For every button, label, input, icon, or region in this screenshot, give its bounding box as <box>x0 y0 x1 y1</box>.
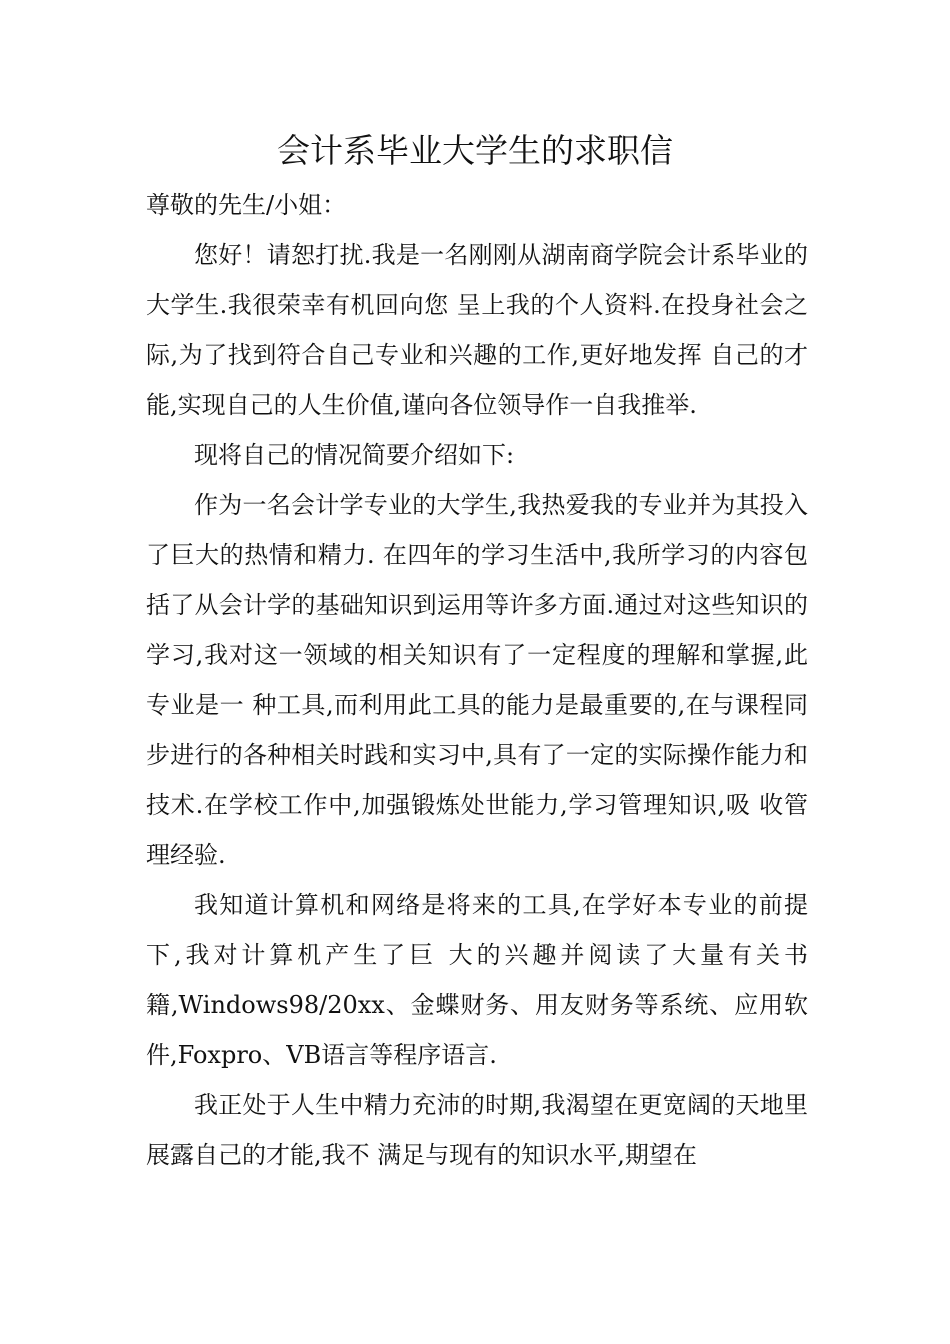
paragraph-greeting: 您好！请恕打扰.我是一名刚刚从湖南商学院会计系毕业的大学生.我很荣幸有机回向您 呈上我的个人资料.在投身社会之际,为了找到符合自己专业和兴趣的工作,更好地发挥 自己的才能,实现自己的人生价值,谨向各位领导作一自我推举. <box>146 241 808 419</box>
paragraph-intro: 现将自己的情况简要介绍如下: <box>194 441 515 469</box>
salutation: 尊敬的先生/小姐： <box>146 191 347 219</box>
paragraph-major: 作为一名会计学专业的大学生,我热爱我的专业并为其投入了巨大的热情和精力. 在四年的学习生活中,我所学习的内容包括了从会计学的基础知识到运用等许多方面.通过对这些知识的学习,我对这一领域的相关知识有了一定程度的理解和掌握,此专业是一 种工具,而利用此工具的能力是最重要的,在与课程同步进行的各种相关时践和实习中,具有了一定的实际操作能力和技术.在学校工作中,加强锻炼处世能力,学习管理知识,吸 收管理经验. <box>146 491 808 869</box>
paragraph-computer: 我知道计算机和网络是将来的工具,在学好本专业的前提下,我对计算机产生了巨 大的兴趣并阅读了大量有关书籍,Windows98/20xx、金蝶财务、用友财务等系统、应用软件,Foxpro、VB语言等程序语言. <box>146 891 808 1069</box>
document-title: 会计系毕业大学生的求职信 <box>277 131 673 170</box>
paragraph-aspiration: 我正处于人生中精力充沛的时期,我渴望在更宽阔的天地里展露自己的才能,我不 满足与现有的知识水平,期望在 <box>146 1091 808 1169</box>
document-body <box>146 180 808 1180</box>
